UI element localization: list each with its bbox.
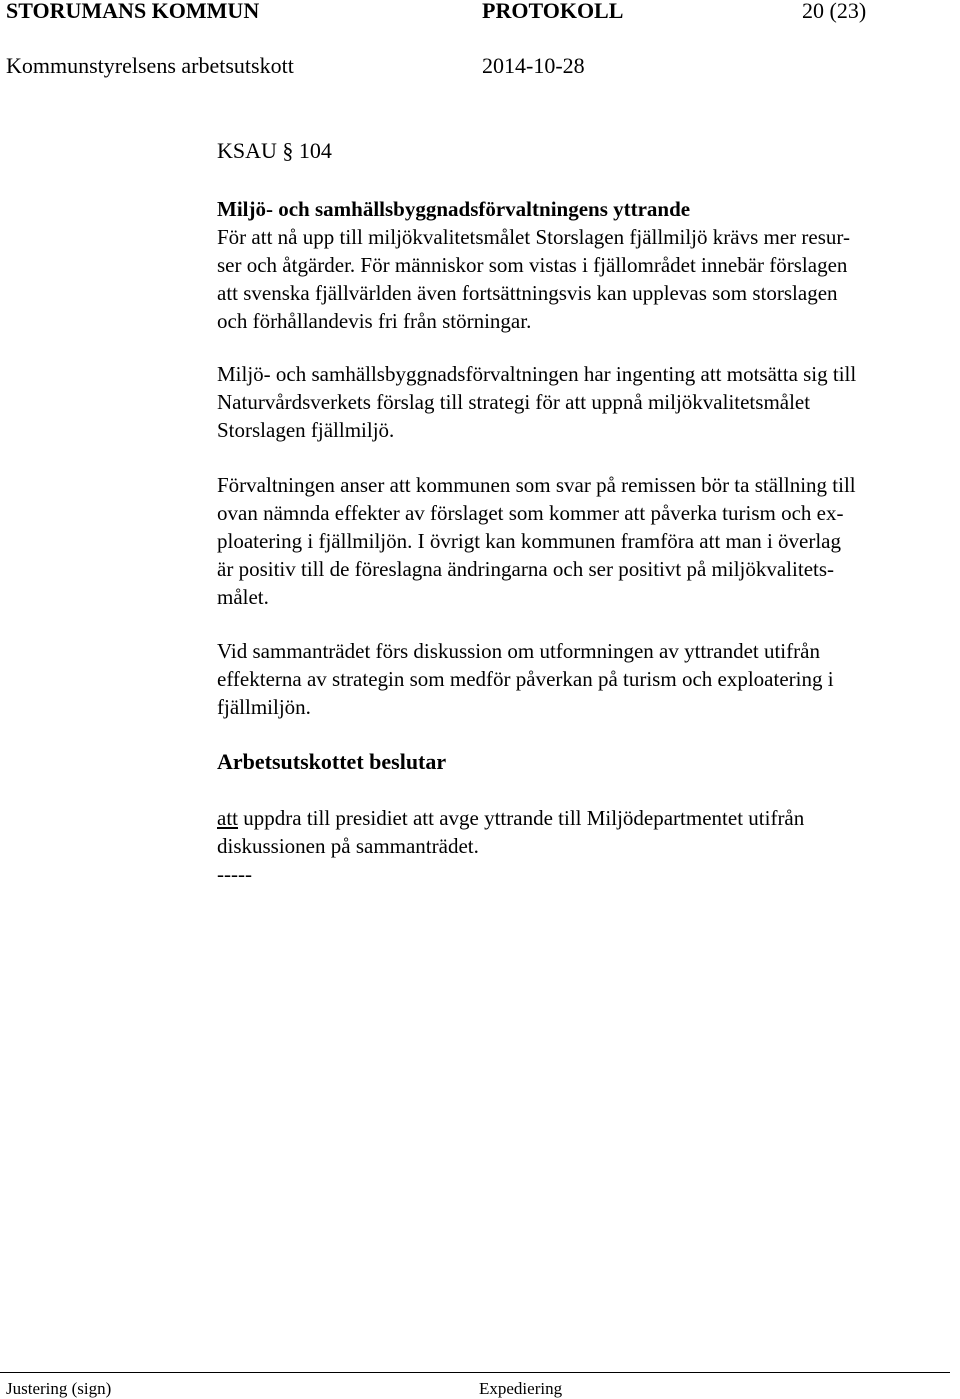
page-number: 20 (23) [802, 0, 867, 23]
decision-text [217, 804, 957, 860]
paragraph-line: ploatering i fjällmiljön. I övrigt kan kommunen framföra att man i överlag [217, 529, 841, 553]
paragraph-line: ovan nämnda effekter av förslaget som kommer att påverka turism och ex- [217, 501, 844, 525]
paragraph-3 [217, 471, 957, 611]
paragraph-1 [217, 223, 957, 335]
paragraph-line: att svenska fjällvärlden även fortsättningsvis kan upplevas som storslagen [217, 281, 838, 305]
paragraph-line: För att nå upp till miljökvalitetsmålet Storslagen fjällmiljö krävs mer resur- [217, 225, 850, 249]
decision-line-rest: uppdra till presidiet att avge yttrande till Miljödepartmentet utifrån [238, 806, 805, 830]
paragraph-line: Storslagen fjällmiljö. [217, 418, 395, 442]
paragraph-line: målet. [217, 585, 269, 609]
paragraph-line: effekterna av strategin som medför påverkan på turism och exploatering i [217, 667, 834, 691]
paragraph-line: Förvaltningen anser att kommunen som svar på remissen bör ta ställning till [217, 473, 856, 497]
organization-name: STORUMANS KOMMUN [6, 0, 260, 23]
case-number: KSAU § 104 [217, 138, 332, 163]
paragraph-line: Miljö- och samhällsbyggnadsförvaltningen har ingenting att motsätta sig till [217, 362, 857, 386]
ending-marker: ----- [217, 862, 252, 886]
paragraph-2 [217, 360, 957, 444]
committee-name: Kommunstyrelsens arbetsutskott [6, 53, 294, 78]
decision-keyword: att [217, 806, 238, 830]
paragraph-line: och förhållandevis fri från störningar. [217, 309, 532, 333]
decision-heading: Arbetsutskottet beslutar [217, 749, 447, 774]
paragraph-4 [217, 637, 957, 721]
decision-line: diskussionen på sammanträdet. [217, 834, 479, 858]
paragraph-line: ser och åtgärder. För människor som vistas i fjällområdet innebär förslagen [217, 253, 848, 277]
footer-divider [0, 1372, 950, 1373]
paragraph-line: är positiv till de föreslagna ändringarna och ser positivt på miljökvalitets- [217, 557, 835, 581]
footer-justering-label: Justering (sign) [6, 1379, 112, 1398]
paragraph-line: Vid sammanträdet förs diskussion om utformningen av yttrandet utifrån [217, 639, 820, 663]
footer-expediering-label: Expediering [479, 1379, 563, 1398]
section-heading: Miljö- och samhällsbyggnadsförvaltningens yttrande [217, 197, 691, 221]
meeting-date: 2014-10-28 [482, 53, 585, 78]
paragraph-line: Naturvårdsverkets förslag till strategi för att uppnå miljökvalitetsmålet [217, 390, 811, 414]
document-type: PROTOKOLL [482, 0, 624, 23]
decision-line [217, 804, 957, 832]
paragraph-line: fjällmiljön. [217, 695, 311, 719]
